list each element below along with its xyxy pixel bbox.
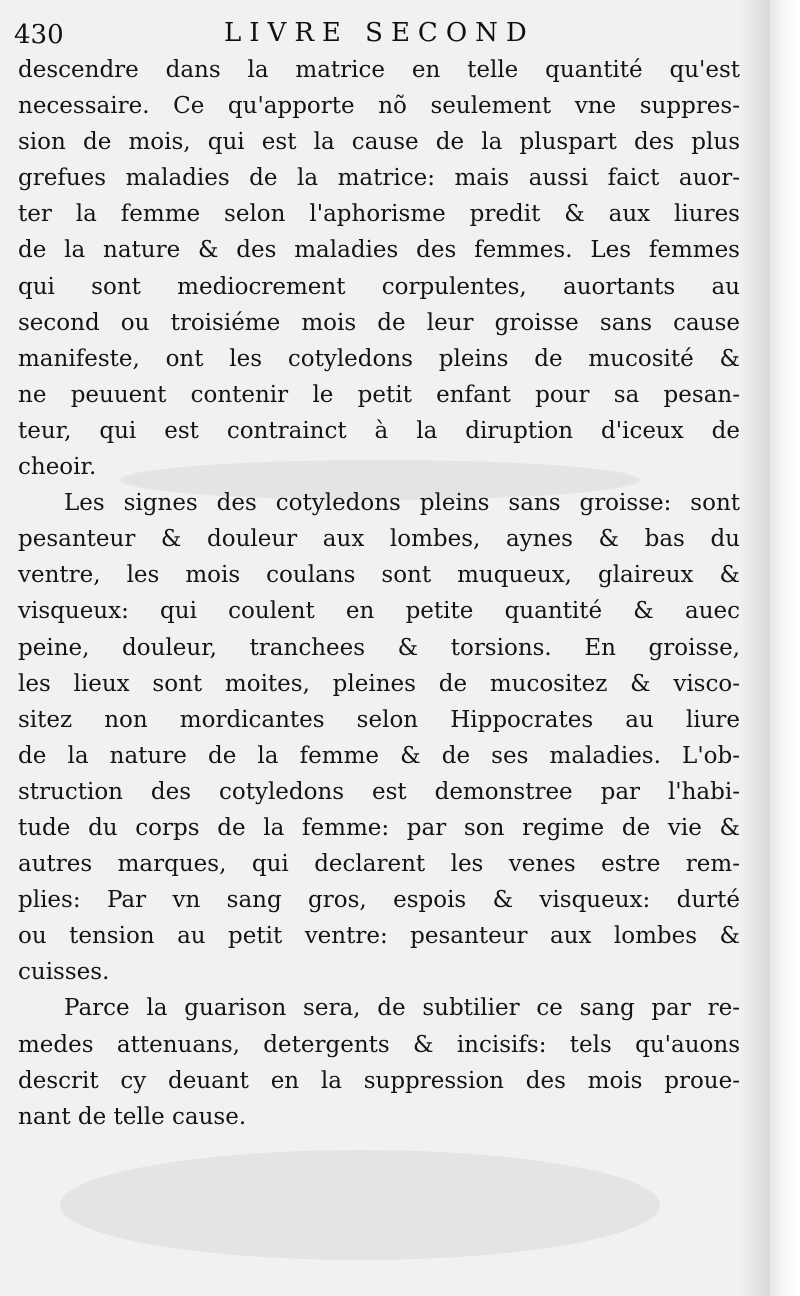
- page-number: 430: [14, 20, 64, 50]
- text-line: sitez non mordicantes selon Hippocrates au liure: [18, 706, 740, 733]
- text-line: plies: Par vn sang gros, espois & visqueux: durté: [18, 887, 740, 914]
- text-line: descrit cy deuant en la suppression des mois proue-: [18, 1067, 740, 1094]
- text-line: ventre, les mois coulans sont muqueux, glaireux &: [18, 562, 740, 589]
- text-line: ou tension au petit ventre: pesanteur aux lombes &: [18, 923, 740, 950]
- text-line: necessaire. Ce qu'apporte nõ seulement vne suppres-: [18, 93, 740, 120]
- page-gutter-shadow: [740, 0, 770, 1296]
- text-line: manifeste, ont les cotyledons pleins de mucosité &: [18, 345, 740, 372]
- text-line: qui sont mediocrement corpulentes, auortants au: [18, 273, 740, 300]
- text-line: tude du corps de la femme: par son regime de vie &: [18, 814, 740, 841]
- text-line: peine, douleur, tranchees & torsions. En groisse,: [18, 634, 740, 661]
- running-title: LIVRE SECOND: [224, 18, 535, 48]
- text-line: pesanteur & douleur aux lombes, aynes & bas du: [18, 526, 740, 553]
- text-line: de la nature & des maladies des femmes. Les femmes: [18, 237, 740, 264]
- text-line: medes attenuans, detergents & incisifs: tels qu'auons: [18, 1031, 740, 1058]
- page-header: [14, 18, 754, 54]
- text-line: grefues maladies de la matrice: mais aussi faict auor-: [18, 165, 740, 192]
- text-line: autres marques, qui declarent les venes estre rem-: [18, 851, 740, 878]
- text-line: cheoir.: [18, 454, 97, 481]
- text-line: de la nature de la femme & de ses maladies. L'ob-: [18, 742, 740, 769]
- paragraph-start-line: Les signes des cotyledons pleins sans groisse: sont: [64, 490, 740, 517]
- text-line: descendre dans la matrice en telle quantité qu'est: [18, 57, 740, 83]
- text-line: ne peuuent contenir le petit enfant pour sa pesan-: [18, 381, 740, 408]
- text-line: cuisses.: [18, 959, 110, 986]
- page-edge: [770, 0, 800, 1296]
- body-text: [18, 52, 740, 1135]
- text-line: teur, qui est contrainct à la diruption d'iceux de: [18, 417, 740, 444]
- paragraph-start-line: Parce la guarison sera, de subtilier ce sang par re-: [64, 995, 740, 1022]
- text-line: visqueux: qui coulent en petite quantité & auec: [18, 598, 740, 625]
- text-line: ter la femme selon l'aphorisme predit & aux liures: [18, 201, 740, 228]
- text-line: les lieux sont moites, pleines de mucositez & visco-: [18, 670, 740, 697]
- text-line: struction des cotyledons est demonstree par l'habi-: [18, 778, 740, 805]
- text-line: nant de telle cause.: [18, 1103, 247, 1130]
- text-line: sion de mois, qui est la cause de la pluspart des plus: [18, 129, 740, 156]
- text-line: second ou troisiéme mois de leur groisse sans cause: [18, 309, 740, 336]
- paper-stain: [60, 1150, 660, 1260]
